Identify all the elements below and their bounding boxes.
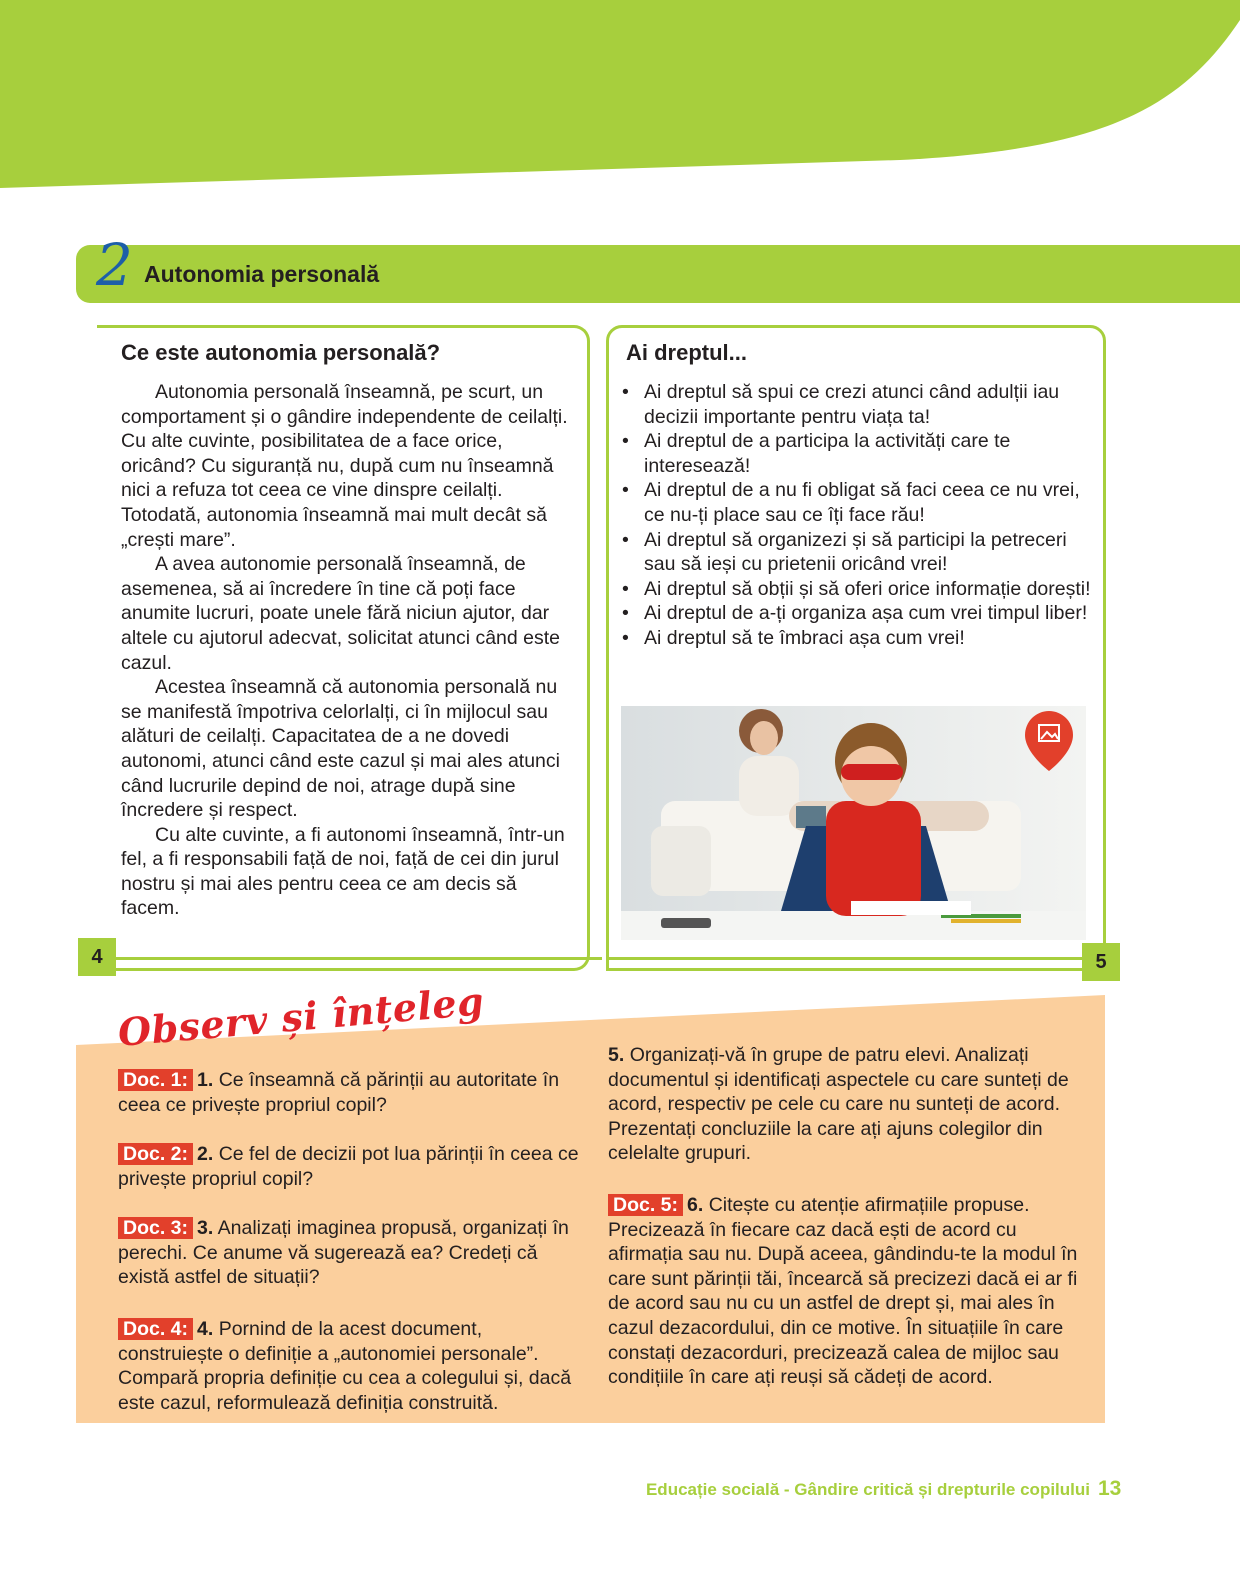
- list-item-text: Ai dreptul de a nu fi obligat să faci ceea ce nu vrei, ce nu-ți place sau ce îți face rău!: [644, 479, 1080, 526]
- paragraph: Acestea înseamnă că autonomia personală nu se manifestă împotriva celorlalți, ci în mijlocul sau alături de ceilalți. Capacitatea de a ne dovedi autonomi, atunci când este cazul și mai ales atunci când lucrurile depind de noi, atrage după sine încredere și respect.: [121, 676, 560, 822]
- paragraph: A avea autonomie personală înseamnă, de asemenea, să ai încredere în tine că poți face anumite lucruri, poate unele fără niciun ajutor, dar altele cu ajutorul adecvat, solicitat atunci când este cazul.: [121, 553, 561, 674]
- task-text: Ce fel de decizii pot lua părinții în ceea ce privește propriul copil?: [118, 1143, 579, 1190]
- task-1: [118, 1068, 580, 1117]
- task-2: [118, 1142, 592, 1191]
- task-6: [608, 1193, 1088, 1390]
- section-title: Autonomia personală: [144, 261, 380, 287]
- doc-badge: Doc. 2:: [118, 1143, 193, 1165]
- page-marker-4: 4: [78, 938, 116, 976]
- list-item-text: Ai dreptul să te îmbraci așa cum vrei!: [644, 626, 965, 649]
- paragraph: Cu alte cuvinte, a fi autonomi înseamnă, într-un fel, a fi responsabili față de noi, față de cei din jurul nostru și mai ales pentru ceea ce am decis să facem.: [121, 823, 565, 920]
- list-item-text: Ai dreptul să organizezi și să participi la petreceri sau să ieși cu prietenii oricând vrei!: [644, 528, 1067, 576]
- task-number: 2.: [197, 1143, 214, 1165]
- doc-badge: Doc. 4:: [118, 1318, 193, 1340]
- task-number: 1.: [197, 1069, 214, 1091]
- bullet-icon: •: [622, 626, 629, 649]
- list-item-text: Ai dreptul să obții și să oferi orice informație dorești!: [644, 577, 1091, 600]
- left-box-title: Ce este autonomia personală?: [121, 340, 441, 365]
- bullet-icon: •: [622, 602, 629, 625]
- task-text: Citește cu atenție afirmațiile propuse. Precizează în fiecare caz dacă ești de acord cu afirmația sau nu. După aceea, gândindu-te la modul în care sunt părinții tăi, încearcă să precizezi dacă ei ar fi de acord sau nu cu un astfel de drept și, mai ales în cazul dezacordului, din ce motive. În situațiile în care constați dezacorduri, precizează calea de mijloc sau condițiile în care ați reuși să cădeți de acord.: [608, 1194, 1078, 1389]
- task-5: [608, 1043, 1088, 1166]
- bullet-icon: •: [622, 479, 629, 502]
- page-marker-5: 5: [1082, 943, 1120, 981]
- page-number: 13: [1098, 1477, 1122, 1500]
- footer-book-title: Educație socială - Gândire critică și drepturile copilului: [645, 1480, 1090, 1499]
- task-4: [118, 1317, 578, 1415]
- section-number: 2: [96, 231, 133, 299]
- task-number: 5.: [608, 1044, 625, 1066]
- list-item-text: Ai dreptul de a-ți organiza așa cum vrei timpul liber!: [644, 602, 1088, 625]
- observ-title: Observ și înțeleg: [116, 978, 486, 1055]
- doc-badge: Doc. 3:: [118, 1217, 193, 1239]
- task-3: [118, 1216, 588, 1290]
- doc-badge: Doc. 1:: [118, 1069, 193, 1091]
- bullet-icon: •: [622, 381, 629, 403]
- task-text: Ce înseamnă că părinții au autoritate în ceea ce privește propriul copil?: [118, 1069, 560, 1116]
- paragraph: Autonomia personală înseamnă, pe scurt, un comportament și o gândire independente de ceilalți. Cu alte cuvinte, posibilitatea de a face orice, oricând? Cu siguranță nu, după cum nu înseamnă nici a refuza tot ceea ce vine dinspre ceilalți. Totodată, autonomia înseamnă mai mult decât să „crești mare”.: [121, 381, 568, 551]
- bullet-icon: •: [622, 430, 629, 453]
- list-item-text: Ai dreptul să spui ce crezi atunci când adulții iau decizii importante pentru viața ta!: [644, 381, 1060, 428]
- task-text: Pornind de la acest document, construiește o definiție a „autonomiei personale”. Compară propria definiție cu cea a colegului și, dacă este cazul, reformulează definiția construită.: [118, 1318, 572, 1414]
- right-box-title: Ai dreptul...: [626, 340, 747, 365]
- task-text: Organizați-vă în grupe de patru elevi. Analizați documentul și identificați aspectele cu care sunteți de acord, respectiv pe cele cu care nu sunteți de acord. Prezentați concluziile la care ați ajuns colegilor din celelalte grupuri.: [608, 1044, 1069, 1165]
- task-number: 6.: [687, 1194, 704, 1216]
- list-item-text: Ai dreptul de a participa la activități care te interesează!: [644, 430, 1011, 477]
- bullet-icon: •: [622, 528, 629, 551]
- task-text: Analizați imaginea propusă, organizați în perechi. Ce anume vă sugerează ea? Credeți că există astfel de situații?: [118, 1217, 569, 1289]
- task-number: 4.: [197, 1318, 214, 1340]
- bullet-icon: •: [622, 577, 629, 600]
- task-number: 3.: [197, 1217, 214, 1239]
- doc-badge: Doc. 5:: [608, 1194, 683, 1216]
